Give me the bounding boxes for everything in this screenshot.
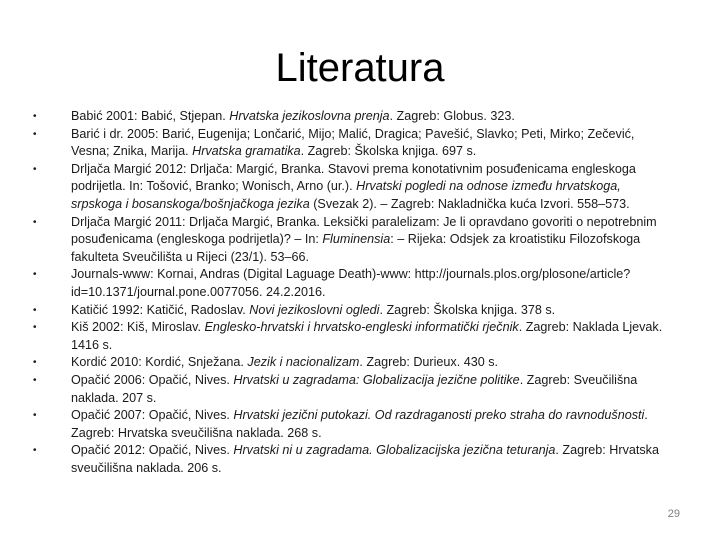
bullet-icon: • [33, 410, 37, 422]
reference-title: Hrvatski jezični putokazi. Od razdraganosti preko straha do ravnodušnosti [233, 408, 645, 423]
reference-title: Hrvatski u zagradama: Globalizacija jezične politike [233, 372, 520, 387]
reference-item [33, 126, 673, 161]
bullet-icon: • [33, 357, 37, 369]
bullet-icon: • [33, 322, 37, 334]
reference-title: Hrvatska gramatika [192, 144, 301, 159]
bullet-icon: • [33, 374, 37, 386]
bullet-icon: • [33, 163, 37, 175]
bullet-icon: • [33, 304, 37, 316]
reference-item [33, 302, 673, 320]
reference-text: : – Rijeka: Odsjek za kroatistiku Filozofskoga fakulteta Sveučilišta u Rijeci (23/1). 53–66. [71, 232, 641, 264]
bullet-icon: • [33, 128, 37, 140]
reference-item [33, 354, 673, 372]
reference-item [33, 319, 673, 354]
reference-text: Kiš 2002: Kiš, Miroslav. [71, 320, 205, 335]
bullet-icon: • [33, 445, 37, 457]
reference-text: Opačić 2007: Opačić, Nives. [71, 408, 234, 423]
reference-title: Hrvatski pogledi na odnose između hrvatskoga, srpskoga i bosanskoga/bošnjačkoga jezika [71, 179, 621, 211]
reference-text: Opačić 2012: Opačić, Nives. [71, 443, 234, 458]
reference-text: (Svezak 2). – Zagreb: Nakladnička kuća Izvori. 558–573. [309, 196, 630, 211]
reference-text: . Zagreb: Globus. 323. [389, 109, 515, 123]
reference-item [33, 108, 673, 126]
reference-text: . Zagreb: Školska knjiga. 378 s. [379, 302, 556, 317]
reference-item [33, 161, 673, 214]
reference-item [33, 407, 673, 442]
page-number: 29 [667, 508, 680, 520]
reference-text: . Zagreb: Naklada Ljevak. 1416 s. [71, 320, 663, 352]
reference-text: Barić i dr. 2005: Barić, Eugenija; Lončarić, Mijo; Malić, Dragica; Pavešić, Slavko; Peti, Mirko; Zečević, Vesna; Znika, Marija. [71, 126, 635, 159]
reference-title: Hrvatska jezikoslovna prenja [229, 109, 390, 123]
reference-text: . Zagreb: Hrvatska sveučilišna naklada. 206 s. [71, 443, 659, 475]
reference-text: Opačić 2006: Opačić, Nives. [71, 372, 234, 387]
reference-item [33, 266, 673, 301]
reference-title: Hrvatski ni u zagradama. Globalizacijska jezična teturanja [233, 443, 556, 458]
slide-title: Literatura [275, 46, 445, 90]
reference-list [33, 108, 673, 477]
reference-text: Kordić 2010: Kordić, Snježana. [71, 355, 248, 370]
bullet-icon: • [33, 111, 37, 122]
reference-item [33, 214, 673, 267]
reference-text: . Zagreb: Hrvatska sveučilišna naklada. 268 s. [71, 408, 648, 440]
reference-text: Drljača Margić 2011: Drljača Margić, Branka. Leksički paralelizam: Je li opravdano govoriti o nepotrebnim posuđenicama (engleskoga podrijetla)? – In: [71, 214, 657, 247]
reference-item [33, 372, 673, 407]
bullet-icon: • [33, 216, 37, 228]
reference-item [33, 442, 673, 477]
reference-text: . Zagreb: Durieux. 430 s. [359, 355, 499, 370]
reference-text: Journals-www: Kornai, Andras (Digital Laguage Death)-www: http://journals.plos.org/plosone/article?id=10.1371/journal.pone.0077056. 24.2.2016. [71, 267, 631, 299]
reference-title: Novi jezikoslovni ogledi [249, 302, 380, 317]
reference-title: Fluminensia [322, 232, 391, 247]
reference-text: Drljača Margić 2012: Drljača: Margić, Branka. Stavovi prema konotativnim posuđenicama engleskoga podrijetla. In: Tošović, Branko; Wonisch, Arno (ur.). [71, 161, 636, 194]
reference-text: . Zagreb: Sveučilišna naklada. 207 s. [71, 372, 638, 405]
bullet-icon: • [33, 269, 37, 281]
reference-title: Englesko-hrvatski i hrvatsko-engleski informatički rječnik [204, 320, 519, 335]
reference-title: Jezik i nacionalizam [247, 355, 360, 370]
reference-text: Katičić 1992: Katičić, Radoslav. [71, 302, 250, 317]
reference-text: Babić 2001: Babić, Stjepan. [71, 109, 230, 123]
reference-text: . Zagreb: Školska knjiga. 697 s. [300, 144, 477, 159]
